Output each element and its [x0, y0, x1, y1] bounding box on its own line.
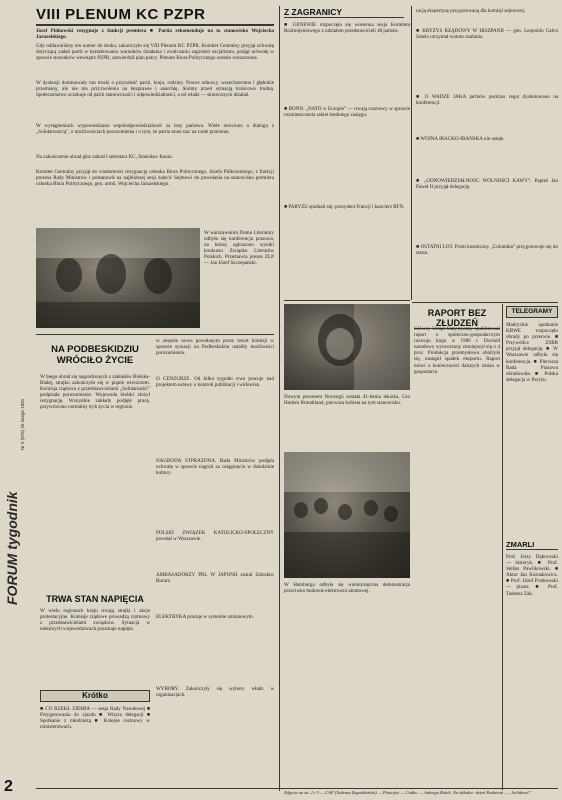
page-title: VIII PLENUM KC PZPR: [36, 6, 206, 23]
world-section-title: Z ZAGRANICY: [284, 7, 404, 18]
right-wojna: ■ WOJNA IRACKO-IRAŃSKA nie ustaje.: [416, 136, 505, 142]
right-odnowa: ■ „ODNOWIEDZIAŁNOŚĆ WOLNOŚCI KAWY”. Papież Jan Paweł II przyjął delegację.: [416, 178, 558, 191]
middle-item-5: ELEKTRYKA pracuje w systemie zmianowym.: [156, 614, 255, 620]
trwa-stan-headline: TRWA STAN NAPIĘCIA: [46, 594, 144, 604]
page-number: 2: [4, 778, 13, 795]
plenum-body-3: W wystąpieniach wypowiedziano współodpowiedzialność za losy państwa. Wiele mówiono o dialogu z „Solidarnością”, o możliwościach porozumienia i o tym, że partia musi stać na czele przemian.: [36, 123, 274, 136]
krotko-body: ■ CO RZEKŁ ZIEMIA — sesja Rady Narodowej ■ Przygotowania do zjazdu ■ Wizyta delegacji ■ Spotkanie z młodzieżą ■ Kolejne rozmowy w ministerstwach.: [40, 706, 150, 731]
world-genewa: ■ GENEWIE rozpoczęła się wiosenna sesja Komitetu Rozbrojeniowego z udziałem przedstawicieli 40 państw.: [284, 22, 410, 35]
telegramy-headline: TELEGRAMY: [511, 308, 553, 315]
plenum-body-2: W dyskusji dominowały ton troski o przyszłość partii, kraju, rodziny. Proces odnowy, wszechstronne i głębokie przemiany, ale nie ma przyzwolenia na bezprawie i anarchię. Stoimy przed sytuacją krańcowo trudną. Społeczeństwo oczekuje od partii stanowczości i odpowiedzialności, a od władz — skutecznych działań.: [36, 80, 274, 99]
right-hiszpania: ■ KRYZYS RZĄDOWY W HISZPANII — gen. Leopoldo Calvo Sotelo otrzymał wotum zaufania.: [416, 28, 558, 41]
brundtland-photo: [284, 304, 410, 390]
zmarli-body: Prof. Jerzy Dąbrowski — historyk. ■ Prof. Stefan Pawlikowski. ■ Aktor Jan Kurnakowicz. ■ Prof. Józef Prutkowski — pisarz. ■ Prof. Tadeusz Zak.: [506, 554, 558, 597]
trwa-stan-body: W wielu regionach kraju trwają strajki i akcje protestacyjne. Komisje rządowe prowadzą rozmowy z przedstawicielami związków. Sytuacja w niektórych województwach pozostaje napięta.: [40, 608, 150, 633]
hamburg-caption: W Hamburgu odbyła się wielotysięczna demonstracja przeciwko budowie elektrowni atomowej.: [284, 582, 410, 595]
middle-item-6: WYBORY. Zakończyły się wybory władz w organizacjach.: [156, 686, 274, 699]
zmarli-headline: ZMARLI: [506, 540, 558, 550]
brundtland-caption: Nowym prezesem Norwegii została 41-letnia lekarka, Gro Harlem Brundtland, pierwsza kobieta na tym stanowisku.: [284, 394, 410, 407]
podbeskidzie-headline: NA PODBESKIDZIU WRÓCIŁO ŻYCIE: [51, 344, 139, 366]
middle-item-4: AMBASADORZY PRL W JAPONII został Zdzisław Rurarz.: [156, 572, 274, 585]
middle-item-2: NAGRODA STPRAZDNA. Rada Ministrów podjęła uchwałę w sprawie nagród za osiągnięcia w dziedzinie kultury.: [156, 458, 274, 477]
right-lot: ■ OSTATNI LOT. Prom kosmiczny „Columbia” przygotowuje się do startu.: [416, 244, 558, 257]
sidebar-masthead: FORUM tygodnik: [4, 491, 20, 605]
plenum-body-4: Na zakończenie obrad głos zabrał I sekretarz KC, Stanisław Kania.: [36, 154, 173, 160]
raport-body: Główny Urząd Statystyczny opublikował raport o społeczno-gospodarczym rozwoju kraju w 1980 r. Dochód narodowy wytworzony zmniejszył się o 4 proc. Produkcja przemysłowa obniżyła się, nastąpił spadek eksportu. Raport mówi o konieczności dalszych zmian w gospodarce.: [414, 326, 500, 375]
podbeskidzie-body: W biegu obrad się nagrodzonych z zakładów Bielska-Białej, strajku zakończyło się w piątek wieczorem. Komisja rządowa z przedstawicielami „Solidarności” podpisała porozumienie. Wojewoda bielski złożył rezygnację. Wszystkie zakłady podjęły pracę, przywrócono normalny tryb życia w regionie.: [40, 374, 150, 411]
right-jacht: ■ O WADZE JAKA jachtów podczas regat dyskutowano na konferencji.: [416, 94, 558, 107]
footer-credits: Zdjęcia na str. 2 i 3 — CAF (Tadeusz Zagoździński) — Photofox — Ciałko — Jadwiga Rubik. Na okładce: dzień Rodzenia — „Solidarni”: [284, 790, 532, 795]
world-bonn: ■ BONN. „NATO w Europie” — trwają rozmowy w sprawie rozmieszczenia rakiet średniego zasięgu.: [284, 106, 410, 119]
plenum-photo-caption: W warszawskim Domu Literatury odbyło się konferencja prasowa, na której ogłoszono wyniki konkursu Związku Literatów Polskich. Przemawia prezes ZLP — Jan Józef Szczepański.: [204, 230, 274, 267]
sidebar-issue: Nr 9 (876) 26 lutego 1981: [20, 398, 25, 450]
right-intro: racją ekspertyzę przygotowaną dla komisji sejmowej.: [416, 8, 526, 14]
plenum-body-5: Komitet Centralny przyjął do wiadomości rezygnację członka Biura Politycznego, Józefa Pińkowskiego, z funkcji prezesa Rady Ministrów i postanowił na najbliższej sesji zalecić Sejmowi do powołania na stanowisko premiera członka Biura Politycznego, gen. armii, Wojciecha Jaruzelskiego.: [36, 169, 274, 188]
plenum-body-1: Gdy oddawaliśmy ten numer do druku, zakończyło się VIII Plenum KC PZPR. Komitet Centralny przyjął uchwałę dotyczącą zadań partii w kształtowaniu warunków działania i zwalczaniu zagrożeń socjalizmu, podjął uchwałę w sprawie stosunków wewnątrz PZPR, zatwierdził plan pracy. Plenum Biura Politycznego zostało rozszerzone.: [36, 43, 274, 62]
middle-body-1: w zespole nowo powołanym przez resort komisji w sprawie sytuacji na Podbeskidziu ustaliły możliwości porozumienia.: [156, 338, 274, 357]
middle-item-3: POLSKI ZWIĄZEK KATOLICKO-SPOŁECZNY powstał w Warszawie.: [156, 530, 274, 543]
title-rule: [36, 24, 274, 26]
hamburg-photo: [284, 452, 410, 578]
plenum-lead: Józef Pińkowski rezygnuje z funkcji premiera ■ Partia rekomenduje na to stanowisko Wojciecha Jaruzelskiego.: [36, 28, 274, 41]
krotko-headline: Krótko: [82, 691, 108, 700]
middle-item-1: O CENZURZE. Od kilku tygodni trwa pracuje nad projektem ustawy o kontroli publikacji i widowisk.: [156, 376, 274, 389]
telegramy-body: Madryckie spotkanie KBWE rozpoczęło obrady po przerwie. ■ Przywódca ZSRR przyjął delegację. ■ W Warszawie odbyła się konferencja. ■ Pierwsza Rada Prasowa obradowała. ■ Polska delegacja w Paryżu.: [506, 322, 558, 383]
raport-headline: RAPORT BEZ ZŁUDZEŃ: [414, 308, 500, 329]
plenum-photo: [36, 228, 200, 328]
world-paryz: ■ PARYŻU spotkali się: prezydent Francji i kanclerz RFN.: [284, 204, 405, 210]
